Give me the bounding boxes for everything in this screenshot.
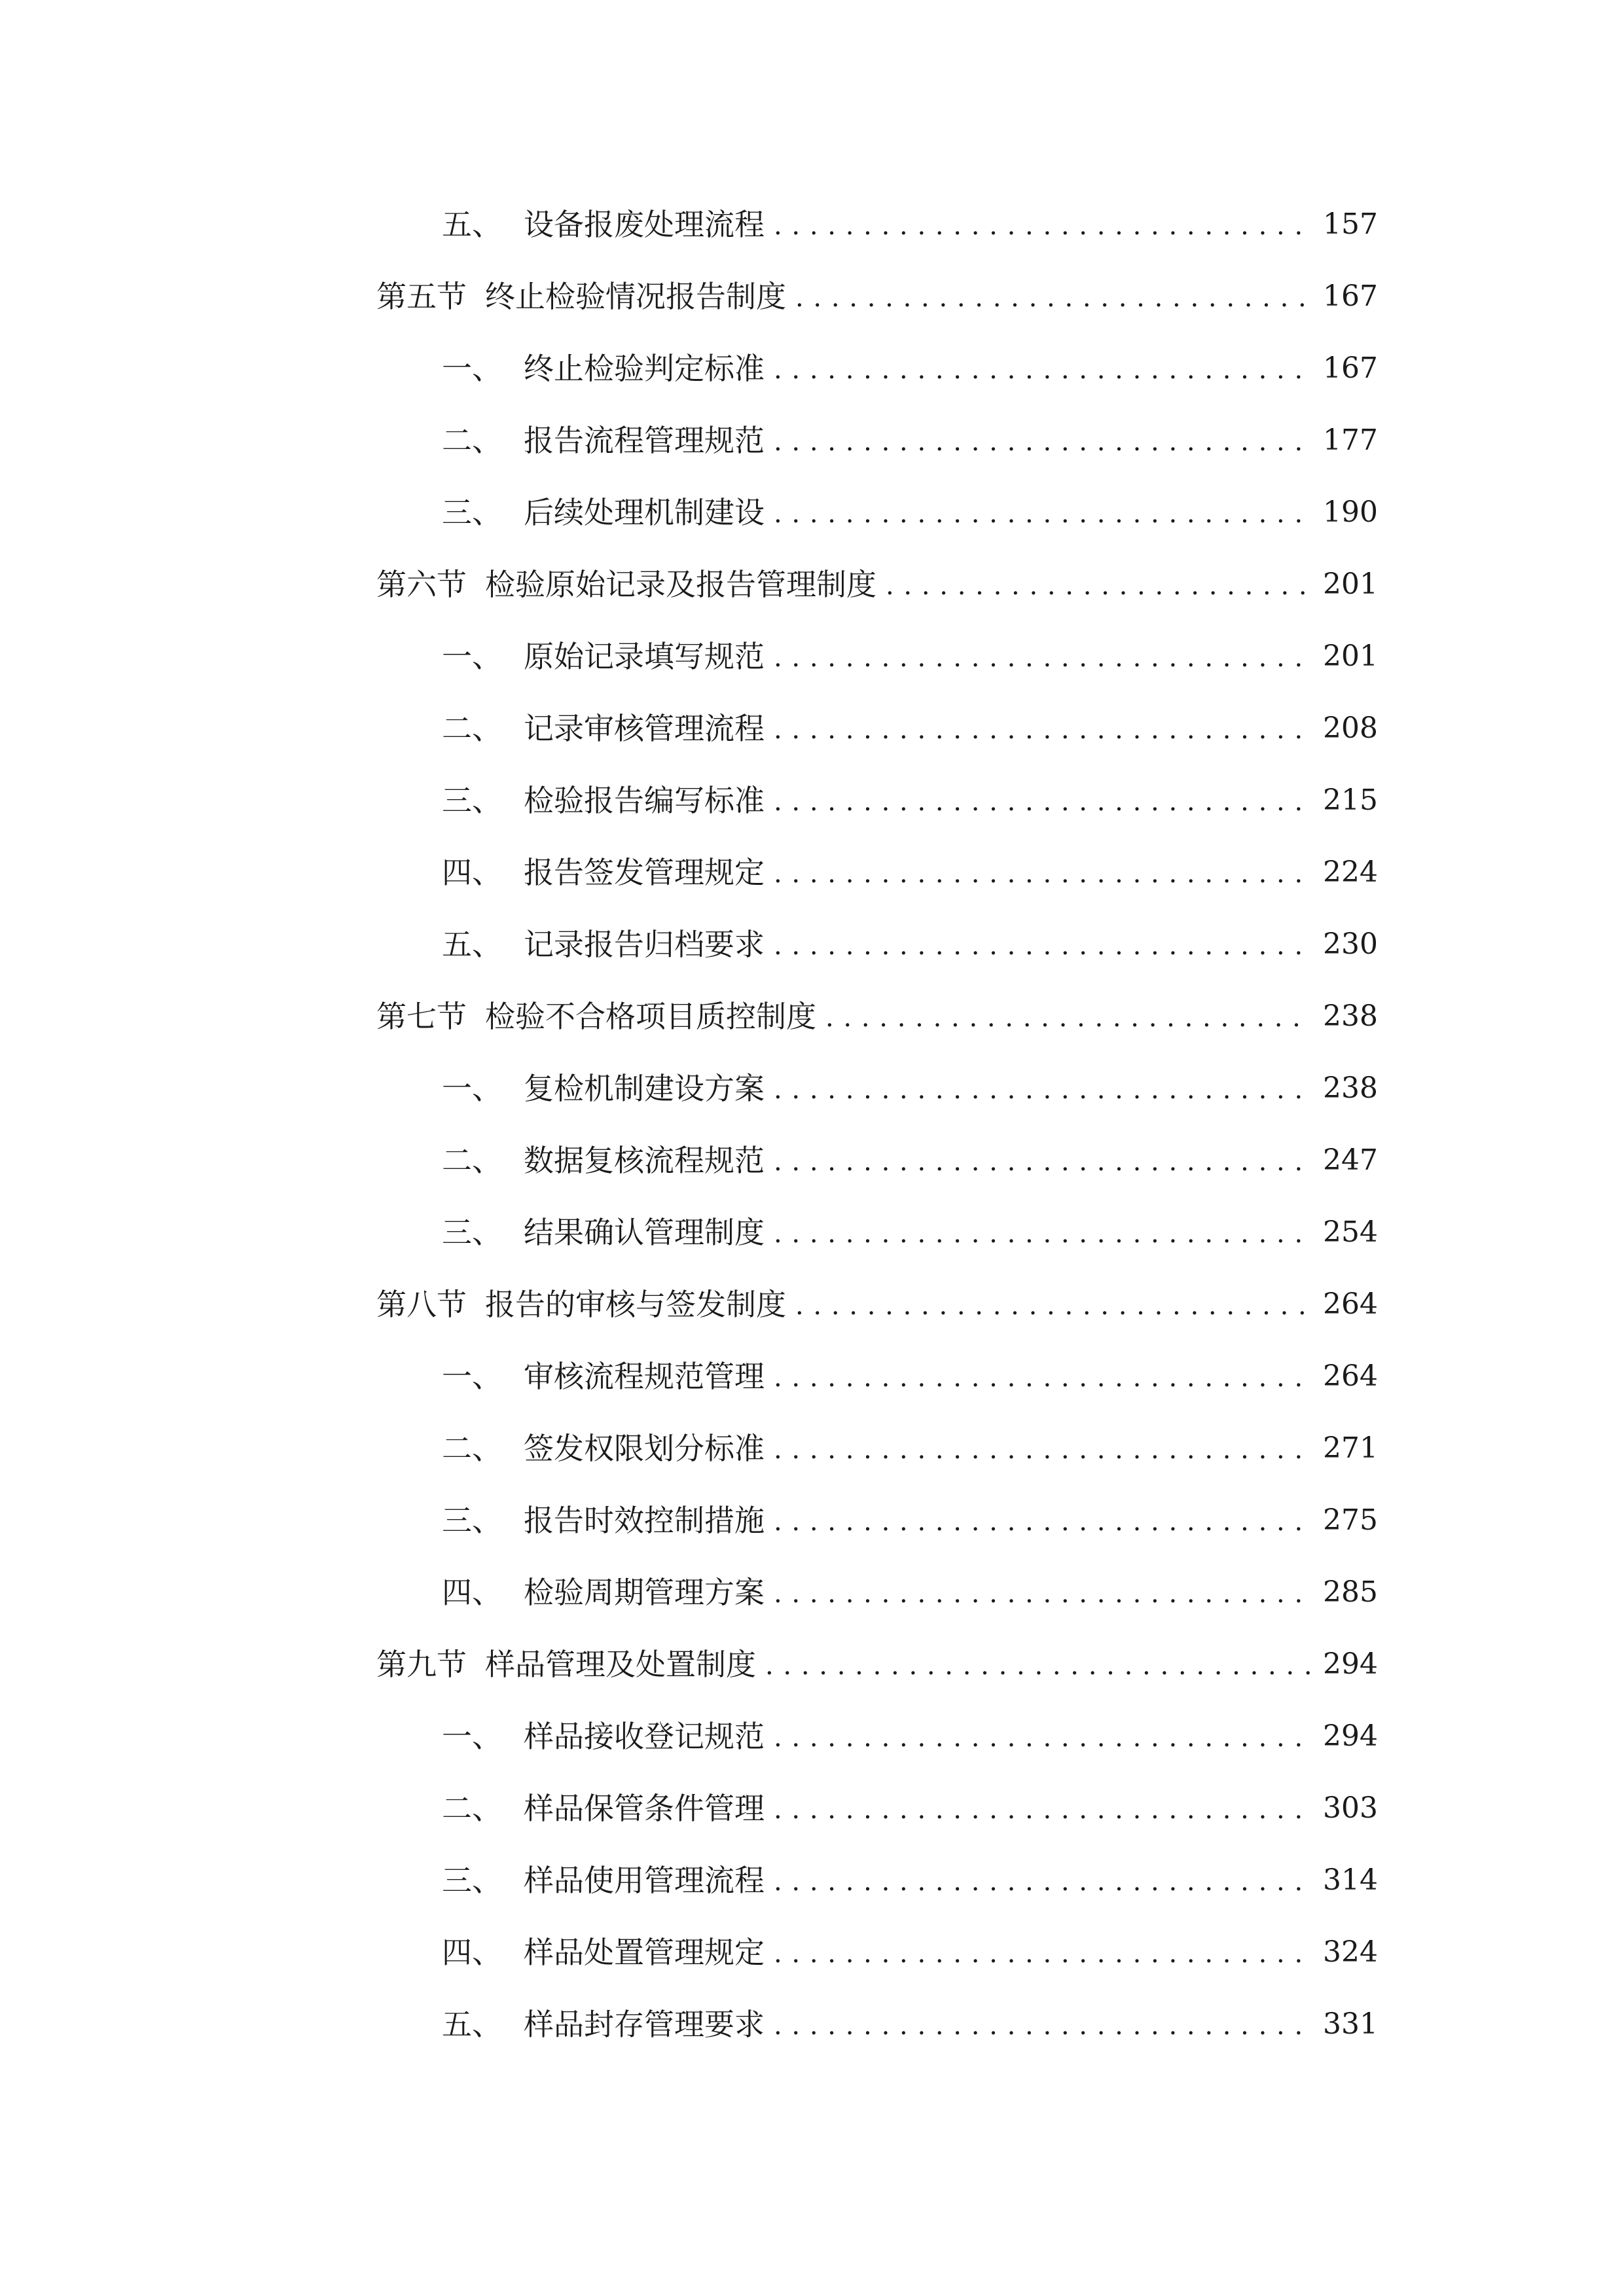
toc-section[interactable] [376, 260, 1378, 332]
toc-entry-title: 数据复核流程规范 [524, 1143, 765, 1178]
toc-entry-number: 一、 [442, 639, 502, 674]
dot-leader [774, 1869, 1311, 1895]
dot-leader [795, 1293, 1311, 1319]
toc-section-title: 报告的审核与签发制度 [485, 1287, 786, 1322]
dot-leader [774, 213, 1311, 239]
toc-entry-page: 264 [1323, 1359, 1378, 1393]
toc-section-title: 检验原始记录及报告管理制度 [485, 567, 876, 602]
toc-entry-page: 285 [1323, 1575, 1378, 1609]
dot-leader [774, 1077, 1311, 1103]
toc-entry-page: 271 [1323, 1431, 1378, 1465]
toc-entry-number: 二、 [442, 423, 502, 458]
toc-entry-number: 四、 [442, 1935, 502, 1970]
toc-entry-page: 314 [1323, 1863, 1378, 1897]
table-of-contents [376, 188, 1378, 2060]
toc-entry-page: 324 [1323, 1935, 1378, 1969]
toc-section-page: 264 [1323, 1287, 1378, 1321]
dot-leader [774, 1797, 1311, 1823]
dot-leader [774, 717, 1311, 743]
toc-section-number: 第六节 [376, 567, 467, 602]
toc-entry-page: 208 [1323, 711, 1378, 745]
toc-entry-title: 记录报告归档要求 [524, 927, 765, 962]
dot-leader [774, 789, 1311, 815]
toc-entry-number: 一、 [442, 1071, 502, 1106]
toc-entry-page: 215 [1323, 783, 1378, 817]
toc-entry-number: 三、 [442, 1503, 502, 1538]
toc-entry-title: 检验周期管理方案 [524, 1575, 765, 1610]
toc-section-title: 检验不合格项目质控制度 [485, 999, 816, 1034]
toc-entry[interactable] [376, 1556, 1378, 1628]
toc-entry-title: 记录审核管理流程 [524, 711, 765, 746]
toc-section-number: 第七节 [376, 999, 467, 1034]
toc-section-number: 第九节 [376, 1647, 467, 1682]
toc-entry[interactable] [376, 188, 1378, 260]
toc-entry-page: 177 [1323, 423, 1378, 457]
toc-entry-page: 294 [1323, 1719, 1378, 1753]
toc-entry-page: 331 [1323, 2007, 1378, 2041]
toc-entry[interactable] [376, 764, 1378, 836]
toc-entry-number: 五、 [442, 927, 502, 962]
toc-entry[interactable] [376, 1772, 1378, 1844]
toc-entry[interactable] [376, 404, 1378, 476]
toc-entry-page: 201 [1323, 639, 1378, 673]
toc-entry[interactable] [376, 692, 1378, 764]
dot-leader [774, 1509, 1311, 1535]
toc-entry-title: 样品封存管理要求 [524, 2007, 765, 2042]
dot-leader [774, 1941, 1311, 1967]
toc-entry-number: 二、 [442, 1143, 502, 1178]
toc-entry-title: 签发权限划分标准 [524, 1431, 765, 1466]
toc-entry[interactable] [376, 1412, 1378, 1484]
toc-entry-title: 审核流程规范管理 [524, 1359, 765, 1394]
toc-entry-number: 二、 [442, 1431, 502, 1466]
dot-leader [774, 429, 1311, 455]
toc-entry[interactable] [376, 476, 1378, 548]
toc-entry[interactable] [376, 1052, 1378, 1124]
toc-entry-number: 一、 [442, 1719, 502, 1754]
toc-section[interactable] [376, 1268, 1378, 1340]
dot-leader [774, 933, 1311, 959]
dot-leader [886, 573, 1311, 599]
toc-section-page: 167 [1323, 279, 1378, 313]
toc-entry-number: 一、 [442, 351, 502, 386]
dot-leader [825, 1005, 1311, 1031]
dot-leader [774, 1581, 1311, 1607]
toc-entry-title: 报告签发管理规定 [524, 855, 765, 890]
toc-entry[interactable] [376, 332, 1378, 404]
toc-entry-page: 190 [1323, 495, 1378, 529]
toc-entry-title: 样品接收登记规范 [524, 1719, 765, 1754]
toc-entry-number: 二、 [442, 711, 502, 746]
toc-entry[interactable] [376, 1700, 1378, 1772]
toc-entry-page: 303 [1323, 1791, 1378, 1825]
toc-section[interactable] [376, 548, 1378, 620]
toc-entry-title: 复检机制建设方案 [524, 1071, 765, 1106]
dot-leader [765, 1653, 1311, 1679]
toc-entry-page: 238 [1323, 1071, 1378, 1105]
toc-entry[interactable] [376, 1916, 1378, 1988]
toc-entry[interactable] [376, 836, 1378, 908]
toc-entry-title: 终止检验判定标准 [524, 351, 765, 386]
toc-entry-page: 247 [1323, 1143, 1378, 1177]
dot-leader [774, 2013, 1311, 2039]
toc-entry-number: 一、 [442, 1359, 502, 1394]
toc-entry[interactable] [376, 1844, 1378, 1916]
toc-entry[interactable] [376, 620, 1378, 692]
toc-entry-title: 样品使用管理流程 [524, 1863, 765, 1898]
dot-leader [774, 501, 1311, 527]
dot-leader [774, 645, 1311, 671]
toc-entry-page: 224 [1323, 855, 1378, 889]
toc-entry-page: 230 [1323, 927, 1378, 961]
toc-entry[interactable] [376, 1340, 1378, 1412]
toc-section-number: 第八节 [376, 1287, 467, 1322]
toc-section-page: 238 [1323, 999, 1378, 1033]
toc-entry-title: 报告流程管理规范 [524, 423, 765, 458]
toc-entry-title: 报告时效控制措施 [524, 1503, 765, 1538]
dot-leader [774, 357, 1311, 383]
toc-entry-title: 样品处置管理规定 [524, 1935, 765, 1970]
toc-section[interactable] [376, 980, 1378, 1052]
dot-leader [774, 1725, 1311, 1751]
toc-entry-title: 样品保管条件管理 [524, 1791, 765, 1826]
toc-entry[interactable] [376, 1484, 1378, 1556]
toc-entry-number: 四、 [442, 1575, 502, 1610]
dot-leader [774, 861, 1311, 887]
toc-entry-number: 三、 [442, 1863, 502, 1898]
dot-leader [774, 1437, 1311, 1463]
toc-entry-number: 五、 [442, 207, 502, 242]
toc-entry-number: 三、 [442, 783, 502, 818]
toc-entry[interactable] [376, 1988, 1378, 2060]
toc-entry-title: 原始记录填写规范 [524, 639, 765, 674]
toc-entry-title: 检验报告编写标准 [524, 783, 765, 818]
dot-leader [774, 1365, 1311, 1391]
dot-leader [795, 285, 1311, 311]
toc-entry-page: 254 [1323, 1215, 1378, 1249]
toc-entry-title: 结果确认管理制度 [524, 1215, 765, 1250]
toc-entry[interactable] [376, 1196, 1378, 1268]
toc-entry[interactable] [376, 1124, 1378, 1196]
toc-section[interactable] [376, 1628, 1378, 1700]
toc-section-title: 样品管理及处置制度 [485, 1647, 756, 1682]
toc-section-page: 294 [1323, 1647, 1378, 1681]
toc-entry-number: 二、 [442, 1791, 502, 1826]
toc-entry-number: 五、 [442, 2007, 502, 2042]
toc-section-number: 第五节 [376, 279, 467, 314]
toc-entry-title: 设备报废处理流程 [524, 207, 765, 242]
toc-entry-page: 275 [1323, 1503, 1378, 1537]
toc-entry-number: 四、 [442, 855, 502, 890]
toc-section-page: 201 [1323, 567, 1378, 601]
toc-entry-title: 后续处理机制建设 [524, 495, 765, 530]
toc-entry-page: 157 [1323, 207, 1378, 241]
dot-leader [774, 1221, 1311, 1247]
dot-leader [774, 1149, 1311, 1175]
toc-entry-number: 三、 [442, 1215, 502, 1250]
toc-entry-page: 167 [1323, 351, 1378, 385]
toc-section-title: 终止检验情况报告制度 [485, 279, 786, 314]
toc-entry[interactable] [376, 908, 1378, 980]
toc-entry-number: 三、 [442, 495, 502, 530]
